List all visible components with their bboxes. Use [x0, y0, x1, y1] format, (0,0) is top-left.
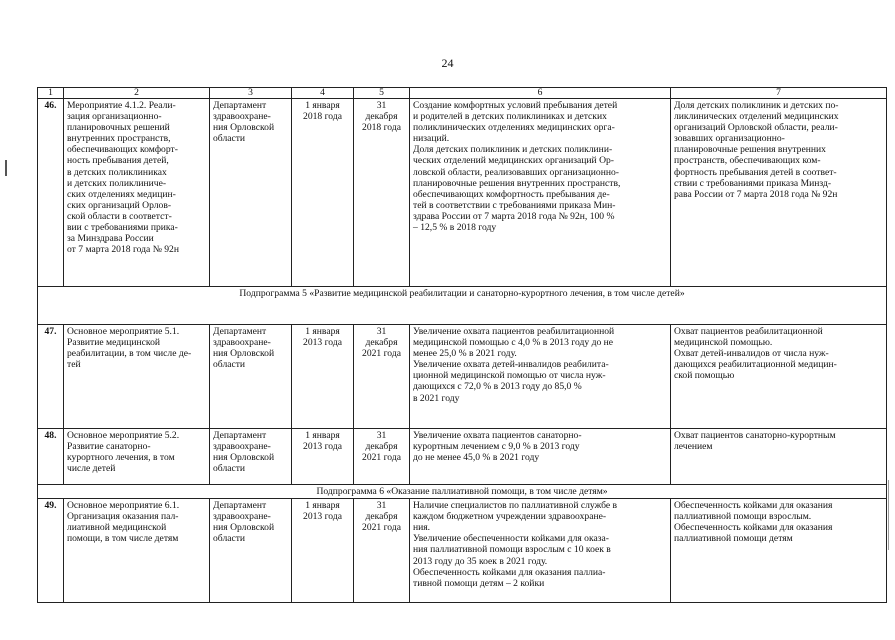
subprogram-title: Подпрограмма 6 «Оказание паллиативной помощи, в том числе детям»	[38, 485, 887, 499]
result-cell: Наличие специалистов по паллиативной службе в каждом бюджетном учреждении здравоохране- ния. Увеличение обеспеченности койками для оказа- ния паллиативной помощи взрослым с 10 коек в 2013 году до 35 коек в 2021 году. Обеспеченность койками для оказания паллиа- тивной помощи детям – 2 койки	[410, 499, 671, 603]
table-header-row	[38, 88, 887, 99]
page-number: 24	[441, 56, 454, 70]
row-number: 47.	[38, 325, 64, 429]
start-date-cell: 1 января 2013 года	[292, 429, 354, 485]
measures-table	[37, 87, 887, 603]
column-header: 4	[292, 88, 354, 99]
column-header: 3	[210, 88, 292, 99]
column-header: 5	[354, 88, 410, 99]
table-row	[38, 325, 887, 429]
column-header: 2	[64, 88, 210, 99]
scan-edge-mark	[5, 160, 7, 176]
indicator-cell: Охват пациентов санаторно-курортным лечением	[671, 429, 887, 485]
start-date-cell: 1 января 2013 года	[292, 499, 354, 603]
measure-cell: Основное мероприятие 5.1. Развитие медицинской реабилитации, в том числе де- тей	[64, 325, 210, 429]
table-row	[38, 99, 887, 287]
measure-cell: Основное мероприятие 6.1. Организация оказания пал- лиативной медицинской помощи, в том числе детям	[64, 499, 210, 603]
result-cell: Увеличение охвата пациентов санаторно- курортным лечением с 9,0 % в 2013 году до не менее 45,0 % в 2021 году	[410, 429, 671, 485]
executor-cell: Департамент здравоохране- ния Орловской области	[210, 429, 292, 485]
column-header: 7	[671, 88, 887, 99]
table-row	[38, 499, 887, 603]
subprogram-title: Подпрограмма 5 «Развитие медицинской реабилитации и санаторно-курортного лечения, в том числе детей»	[38, 287, 887, 325]
executor-cell: Департамент здравоохране- ния Орловской области	[210, 325, 292, 429]
table-row	[38, 429, 887, 485]
measure-cell: Основное мероприятие 5.2. Развитие санаторно- курортного лечения, в том числе детей	[64, 429, 210, 485]
end-date-cell: 31 декабря 2021 года	[354, 499, 410, 603]
result-cell: Увеличение охвата пациентов реабилитационной медицинской помощью с 4,0 % в 2013 году до не менее 25,0 % в 2021 году. Увеличение охвата детей-инвалидов реабилита- ционной медицинской помощью от числа нуж- дающихся с 72,0 % в 2013 году до 85,0 % в 2021 году	[410, 325, 671, 429]
row-number: 49.	[38, 499, 64, 603]
result-cell: Создание комфортных условий пребывания детей и родителей в детских поликлиниках и детских поликлинических отделениях медицинских орга- низаций. Доля детских поликлиник и детских поликлини- ческих отделений медицинских организаций Ор- ловской области, реализовавших организационно- планировочные решения внутренних пространств, обеспечивающих комфортность пребывания де- тей в соответствии с требованиями приказа Мин- здрава России от 7 марта 2018 года № 92н, 100 % – 12,5 % в 2018 году	[410, 99, 671, 287]
column-header: 1	[38, 88, 64, 99]
subprogram-row	[38, 287, 887, 325]
start-date-cell: 1 января 2013 года	[292, 325, 354, 429]
indicator-cell: Доля детских поликлиник и детских по- ликлинических отделений медицинских организаций Орловской области, реали- зовавших организационно- планировочные решения внутренних пространств, обеспечивающих ком- фортность пребывания детей в соответ- ствии с требованиями приказа Минзд- рава России от 7 марта 2018 года № 92н	[671, 99, 887, 287]
start-date-cell: 1 января 2018 года	[292, 99, 354, 287]
indicator-cell: Обеспеченность койками для оказания паллиативной помощи взрослым. Обеспеченность койками для оказания паллиативной помощи детям	[671, 499, 887, 603]
scan-edge-mark	[888, 480, 889, 550]
column-header: 6	[410, 88, 671, 99]
executor-cell: Департамент здравоохране- ния Орловской области	[210, 99, 292, 287]
end-date-cell: 31 декабря 2018 года	[354, 99, 410, 287]
subprogram-row	[38, 485, 887, 499]
end-date-cell: 31 декабря 2021 года	[354, 325, 410, 429]
row-number: 46.	[38, 99, 64, 287]
row-number: 48.	[38, 429, 64, 485]
indicator-cell: Охват пациентов реабилитационной медицинской помощью. Охват детей-инвалидов от числа нуж- дающихся реабилитационной медицин- ской помощью	[671, 325, 887, 429]
end-date-cell: 31 декабря 2021 года	[354, 429, 410, 485]
executor-cell: Департамент здравоохране- ния Орловской области	[210, 499, 292, 603]
measure-cell: Мероприятие 4.1.2. Реали- зация организационно- планировочных решений внутренних пространств, обеспечивающих комфорт- ность пребывания детей, в детских поликлиниках и детских поликлиниче- ских отделениях медицин- ских организаций Орлов- ской области в соответст- вии с требованиями прика- за Минздрава России от 7 марта 2018 года № 92н	[64, 99, 210, 287]
